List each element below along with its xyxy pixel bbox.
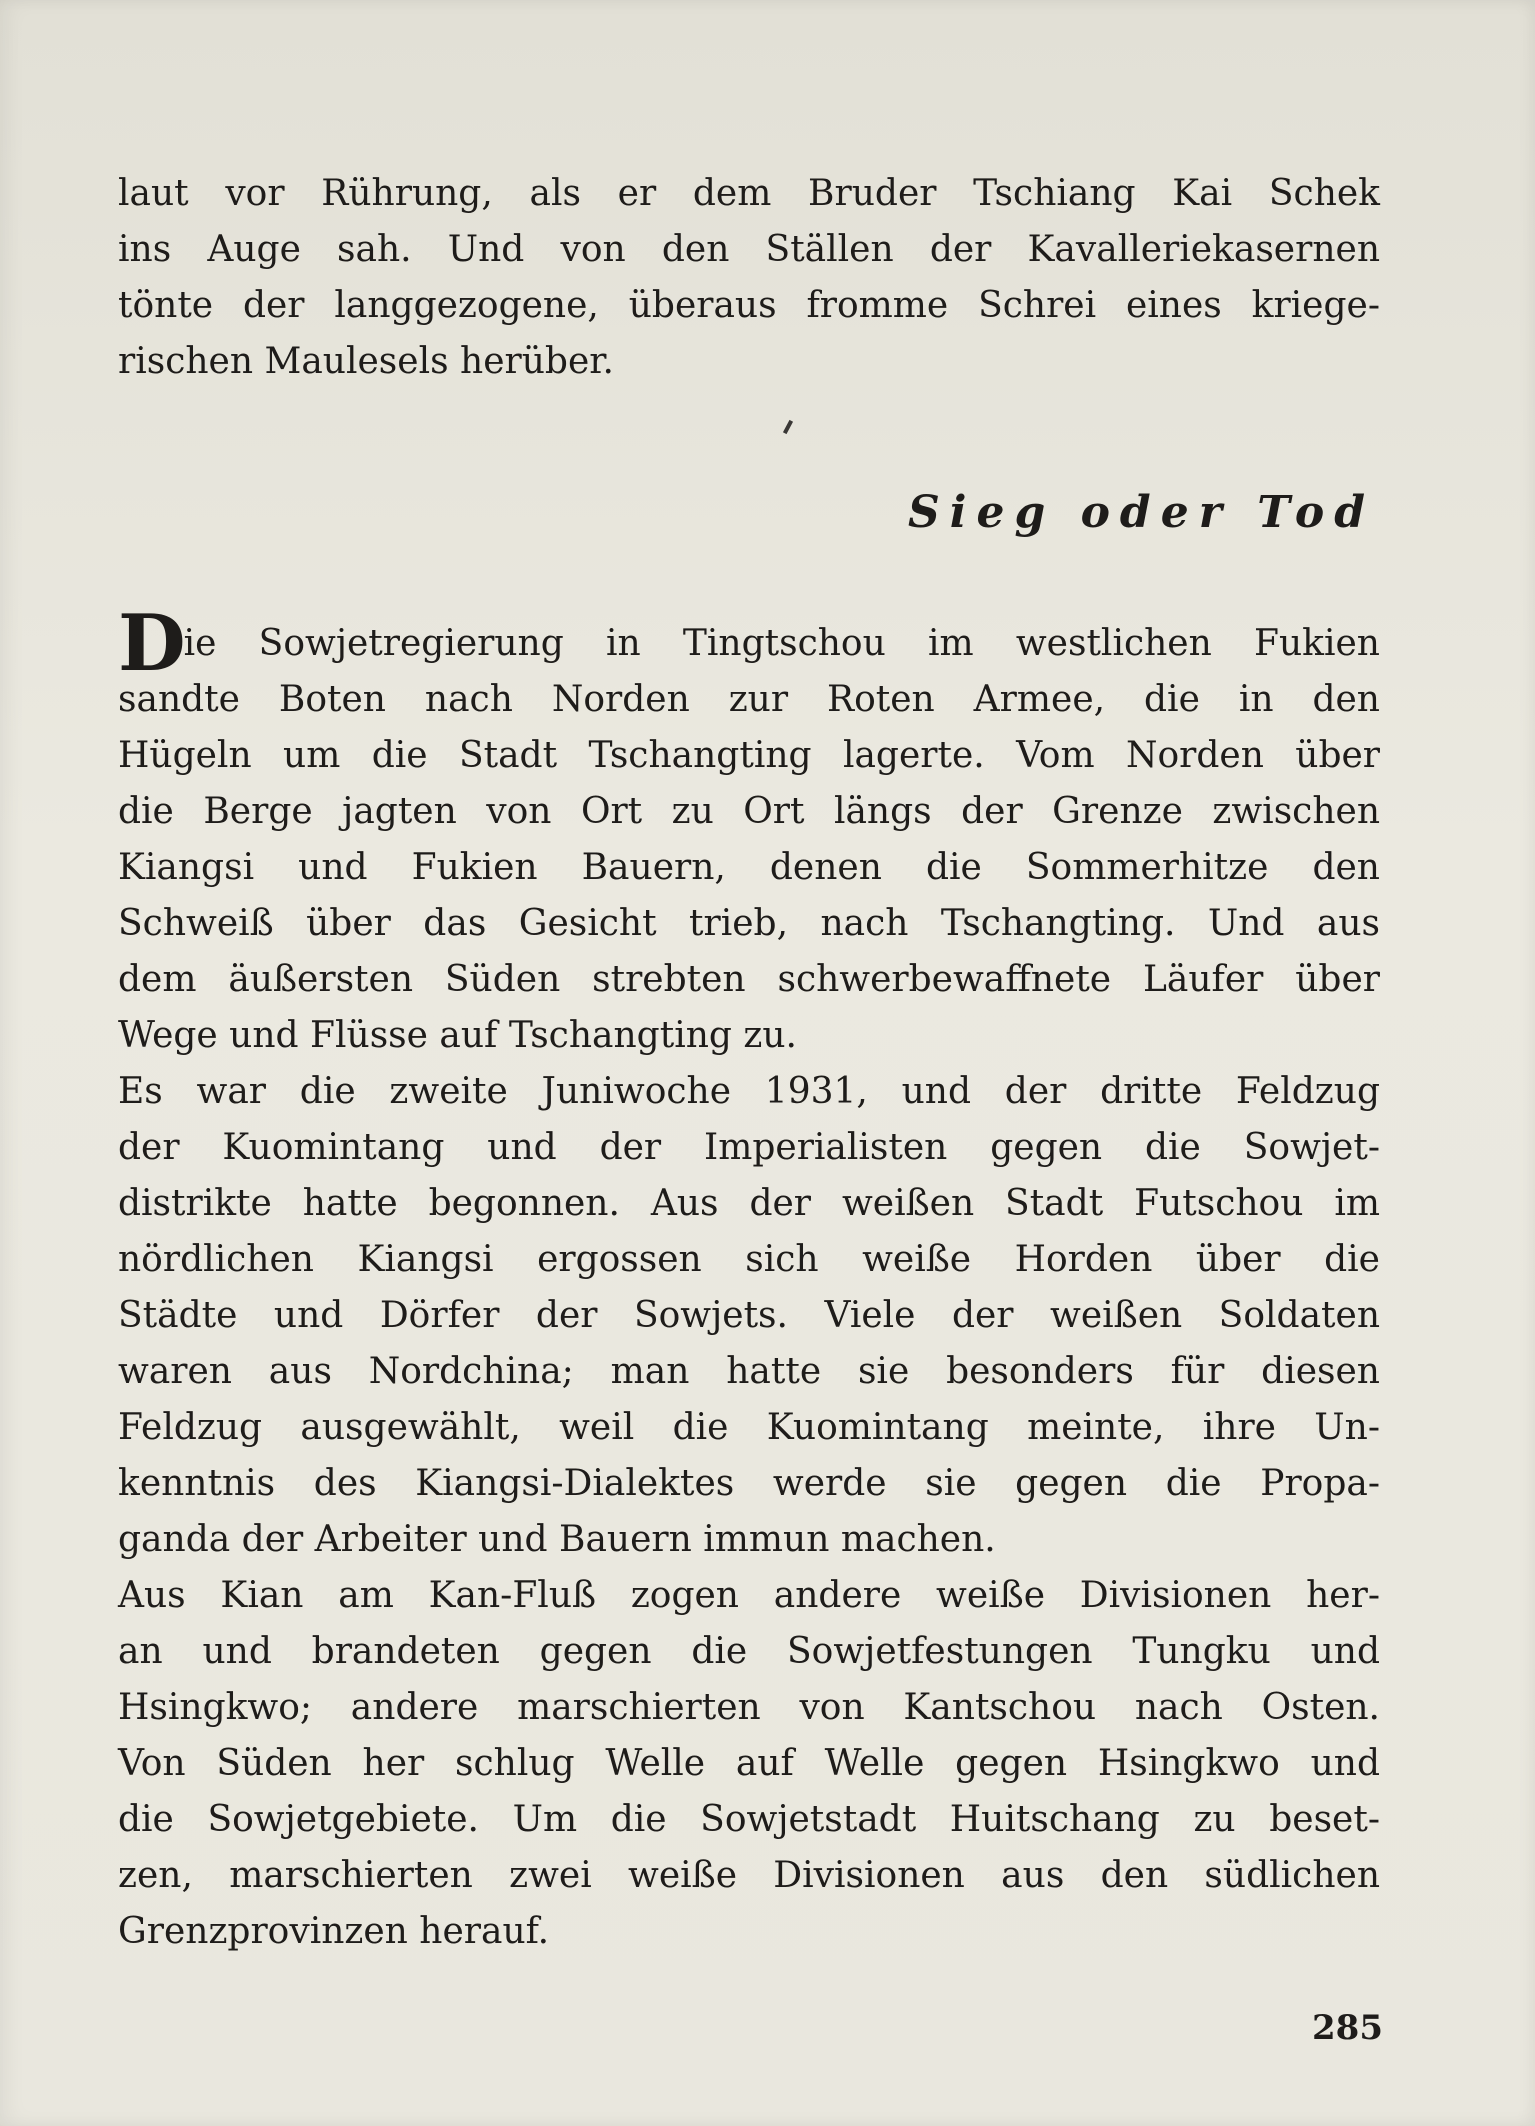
text-line: ins Auge sah. Und von den Ställen der Kavalleriekasernen xyxy=(118,229,1380,270)
text-line: Es war die zweite Juniwoche 1931, und der dritte Feldzug xyxy=(118,1071,1380,1112)
text-line: an und brandeten gegen die Sowjetfestungen Tungku und xyxy=(118,1631,1380,1672)
text-line: Wege und Flüsse auf Tschangting zu. xyxy=(118,1015,797,1056)
ink-mark xyxy=(783,420,793,434)
text-line: Grenzprovinzen herauf. xyxy=(118,1911,550,1952)
text-line: Von Süden her schlug Welle auf Welle gegen Hsingkwo und xyxy=(118,1743,1380,1784)
text-line: Hsingkwo; andere marschierten von Kantschou nach Osten. xyxy=(118,1687,1380,1728)
first-line xyxy=(118,598,1380,689)
first-line-text: ie Sowjetregierung in Tingtschou im westlichen Fukien xyxy=(183,623,1380,664)
drop-cap: D xyxy=(118,598,184,689)
text-line: der Kuomintang und der Imperialisten gegen die Sowjet- xyxy=(118,1127,1380,1168)
text-line: zen, marschierten zwei weiße Divisionen aus den südlichen xyxy=(118,1855,1380,1896)
text-line: sandte Boten nach Norden zur Roten Armee, die in den xyxy=(118,679,1380,720)
text-line: Aus Kian am Kan-Fluß zogen andere weiße Divisionen her- xyxy=(118,1575,1380,1616)
text-line: dem äußersten Süden strebten schwerbewaffnete Läufer über xyxy=(118,959,1380,1000)
intro-paragraph xyxy=(118,166,1380,390)
text-line: Feldzug ausgewählt, weil die Kuomintang meinte, ihre Un- xyxy=(118,1407,1380,1448)
text-line: tönte der langgezogene, überaus fromme Schrei eines kriege- xyxy=(118,285,1380,326)
text-line: Städte und Dörfer der Sowjets. Viele der weißen Soldaten xyxy=(118,1295,1380,1336)
text-line: ganda der Arbeiter und Bauern immun machen. xyxy=(118,1519,996,1560)
text-line: kenntnis des Kiangsi-Dialektes werde sie gegen die Propa- xyxy=(118,1463,1380,1504)
text-line: Hügeln um die Stadt Tschangting lagerte. Vom Norden über xyxy=(118,735,1380,776)
page-number: 285 xyxy=(1312,2008,1383,2048)
text-line: distrikte hatte begonnen. Aus der weißen Stadt Futschou im xyxy=(118,1183,1380,1224)
text-line: rischen Maulesels herüber. xyxy=(118,341,614,382)
text-line: die Sowjetgebiete. Um die Sowjetstadt Huitschang zu beset- xyxy=(118,1799,1380,1840)
text-line: die Berge jagten von Ort zu Ort längs der Grenze zwischen xyxy=(118,791,1380,832)
text-line: Kiangsi und Fukien Bauern, denen die Sommerhitze den xyxy=(118,847,1380,888)
body-text xyxy=(118,598,1380,1960)
text-line: waren aus Nordchina; man hatte sie besonders für diesen xyxy=(118,1351,1380,1392)
text-line: nördlichen Kiangsi ergossen sich weiße Horden über die xyxy=(118,1239,1380,1280)
text-line: Schweiß über das Gesicht trieb, nach Tschangting. Und aus xyxy=(118,903,1380,944)
section-heading: Sieg oder Tod xyxy=(908,487,1375,538)
text-line: laut vor Rührung, als er dem Bruder Tschiang Kai Schek xyxy=(118,173,1380,214)
